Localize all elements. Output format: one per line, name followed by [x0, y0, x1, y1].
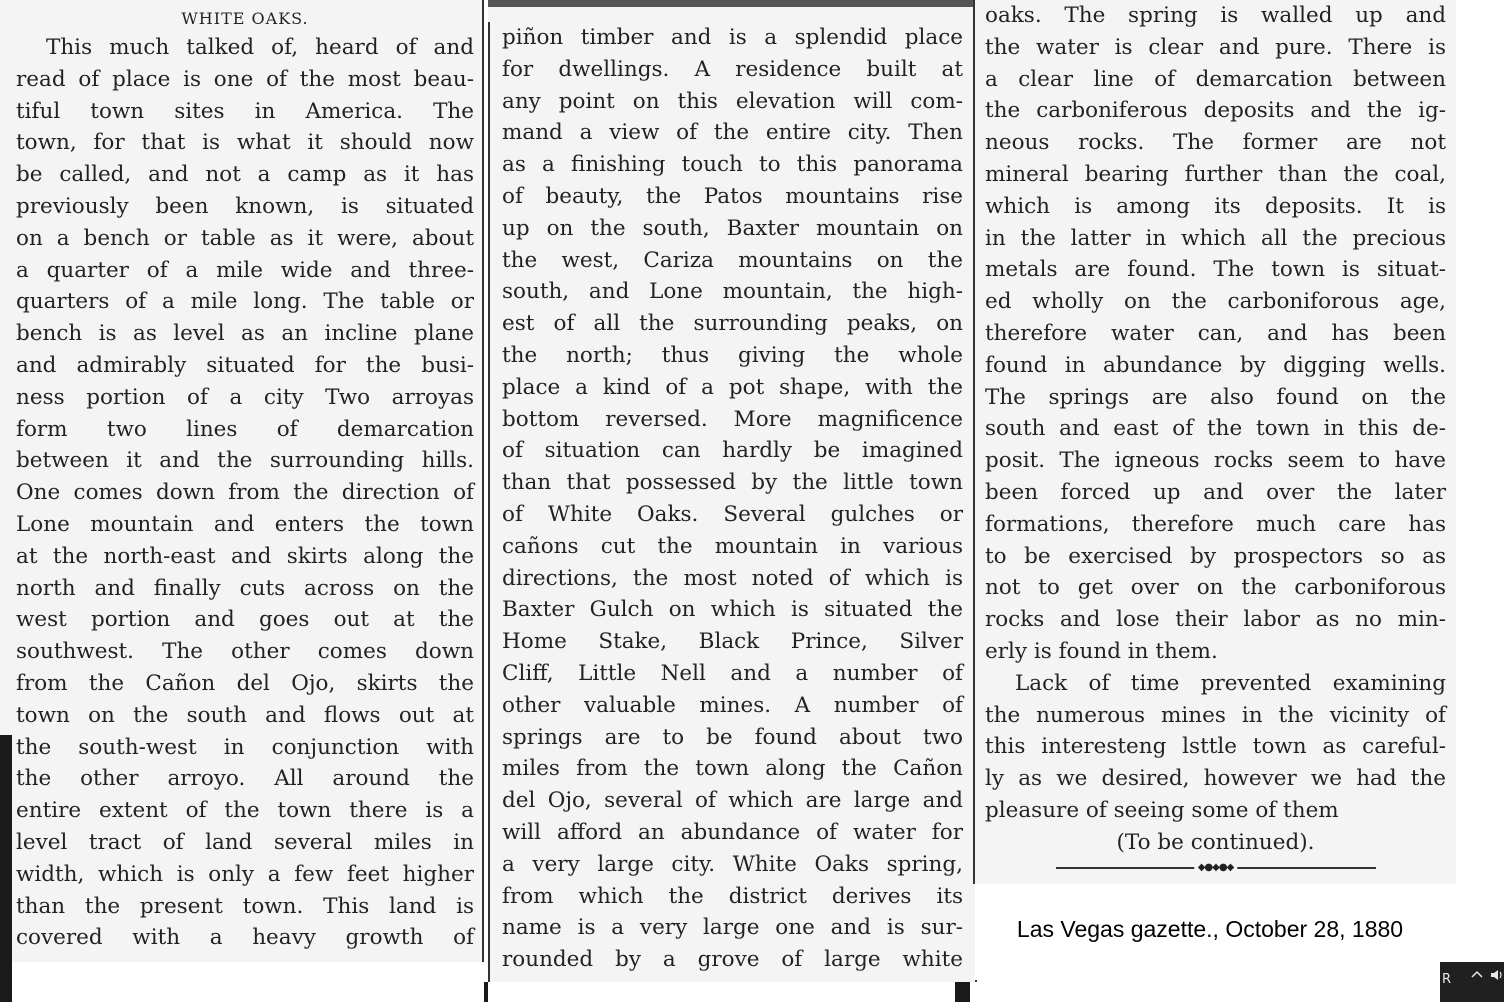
- text-line: quarters of a mile long. The table or: [16, 289, 474, 315]
- text-line: not to get over on the carboniforous: [985, 575, 1446, 601]
- text-line: up on the south, Baxter mountain on: [502, 215, 963, 241]
- text-line: Lone mountain and enters the town: [16, 511, 474, 537]
- text-line: width, which is only a few feet higher: [16, 861, 474, 887]
- text-line: ness portion of a city Two arroyas: [16, 384, 474, 410]
- text-line: directions, the most noted of which is: [502, 565, 963, 591]
- text-line: The springs are also found on the: [985, 384, 1446, 410]
- source-caption: Las Vegas gazette., October 28, 1880: [1016, 915, 1404, 942]
- ornamental-rule: [985, 859, 1446, 877]
- speaker-icon[interactable]: [1490, 968, 1504, 986]
- text-line: mineral bearing further than the coal,: [985, 161, 1446, 187]
- system-tray: [1440, 962, 1504, 1002]
- text-line: the numerous mines in the vicinity of: [985, 702, 1446, 728]
- text-line: del Ojo, several of which are large and: [502, 788, 963, 814]
- text-line: town on the south and flows out at: [16, 702, 474, 728]
- text-line: west portion and goes out at the: [16, 607, 474, 633]
- text-line: previously been known, is situated: [16, 193, 474, 219]
- text-line: a clear line of demarcation between: [985, 66, 1446, 92]
- text-line: the west, Cariza mountains on the: [502, 247, 963, 273]
- continued-notice: (To be continued).: [1116, 829, 1315, 855]
- text-line: will afford an abundance of water for: [502, 819, 963, 845]
- text-line: bottom reversed. More magnificence: [502, 406, 963, 432]
- text-line: ly as we desired, however we had the: [985, 766, 1446, 792]
- text-line: erly is found in them.: [985, 638, 1218, 664]
- text-line: entire extent of the town there is a: [16, 798, 474, 824]
- text-line: posit. The igneous rocks seem to have: [985, 448, 1446, 474]
- text-line: found in abundance by digging wells.: [985, 352, 1446, 378]
- text-line: rocks and lose their labor as no min-: [985, 607, 1446, 633]
- background-strip: [0, 962, 12, 1002]
- text-line: formations, therefore much care has: [985, 511, 1446, 537]
- text-line: est of all the surrounding peaks, on: [502, 311, 963, 337]
- text-line: therefore water can, and has been: [985, 320, 1446, 346]
- text-line: and admirably situated for the busi-: [16, 352, 474, 378]
- text-line: from which the district derives its: [502, 883, 963, 909]
- text-line: south and east of the town in this de-: [985, 416, 1446, 442]
- text-line: the carboniferous deposits and the ig-: [985, 98, 1446, 124]
- text-line: the north; thus giving the whole: [502, 342, 963, 368]
- text-line: south, and Lone mountain, the high-: [502, 279, 963, 305]
- text-line: covered with a heavy growth of: [16, 925, 474, 951]
- text-line: southwest. The other comes down: [16, 639, 474, 665]
- text-line: this interesteng lsttle town as careful-: [985, 734, 1446, 760]
- text-line: read of place is one of the most beau-: [16, 66, 474, 92]
- text-line: the south-west in conjunction with: [16, 734, 474, 760]
- text-line: as a finishing touch to this panorama: [502, 152, 963, 178]
- chevron-up-icon[interactable]: [1470, 968, 1484, 986]
- text-line: of White Oaks. Several gulches or: [502, 501, 963, 527]
- newspaper-column-3: [973, 0, 1456, 884]
- text-line: This much talked of, heard of and: [46, 35, 474, 60]
- text-line: to be exercised by prospectors so as: [985, 543, 1446, 569]
- text-line: Cliff, Little Nell and a number of: [502, 660, 963, 686]
- text-line: between it and the surrounding hills.: [16, 448, 474, 474]
- text-line: ed wholly on the carboniforous age,: [985, 289, 1446, 315]
- text-line: One comes down from the direction of: [16, 480, 474, 506]
- text-line: Lack of time prevented examining: [1015, 670, 1446, 696]
- text-line: form two lines of demarcation: [16, 416, 474, 442]
- text-line: metals are found. The town is situat-: [985, 257, 1446, 283]
- text-line: cañons cut the mountain in various: [502, 533, 963, 559]
- article-heading: WHITE OAKS.: [181, 9, 309, 28]
- text-line: on a bench or table as it were, about: [16, 225, 474, 251]
- text-line: be called, and not a camp as it has: [16, 162, 474, 188]
- background-strip: [484, 982, 488, 1002]
- text-line: town, for that is what it should now: [16, 130, 474, 156]
- text-line: a quarter of a mile wide and three-: [16, 257, 474, 283]
- text-line: north and finally cuts across on the: [16, 575, 474, 601]
- text-line: rounded by a grove of large white: [502, 947, 963, 973]
- text-line: than that possessed by the little town: [502, 470, 963, 496]
- text-line: in the latter in which all the precious: [985, 225, 1446, 251]
- text-line: miles from the town along the Cañon: [502, 756, 963, 782]
- text-line: than the present town. This land is: [16, 893, 474, 919]
- text-line: name is a very large one and is sur-: [502, 915, 963, 941]
- background-strip: [0, 735, 12, 962]
- text-line: from the Cañon del Ojo, skirts the: [16, 670, 474, 696]
- column-2-top-fragment: [488, 0, 977, 22]
- text-line: of beauty, the Patos mountains rise: [502, 183, 963, 209]
- text-line: oaks. The spring is walled up and: [985, 3, 1446, 28]
- text-line: springs are to be found about two: [502, 724, 963, 750]
- text-line: neous rocks. The former are not: [985, 130, 1446, 156]
- text-line: level tract of land several miles in: [16, 829, 474, 855]
- text-line: for dwellings. A residence built at: [502, 56, 963, 82]
- text-line: Baxter Gulch on which is situated the: [502, 597, 963, 623]
- caption-box: [975, 884, 1445, 980]
- text-line: tiful town sites in America. The: [16, 98, 474, 124]
- text-line: at the north-east and skirts along the: [16, 543, 474, 569]
- text-line: which is among its deposits. It is: [985, 193, 1446, 219]
- text-line: been forced up and over the later: [985, 479, 1446, 505]
- text-line: bench is as level as an incline plane: [16, 321, 474, 347]
- text-line: a very large city. White Oaks spring,: [502, 851, 963, 877]
- newspaper-column-2: [488, 22, 977, 982]
- text-line: any point on this elevation will com-: [502, 88, 963, 114]
- text-line: of situation can hardly be imagined: [502, 438, 963, 464]
- text-line: other valuable mines. A number of: [502, 692, 963, 718]
- text-line: place a kind of a pot shape, with the: [502, 374, 963, 400]
- text-line: Home Stake, Black Prince, Silver: [502, 629, 963, 655]
- text-line: mand a view of the entire city. Then: [502, 120, 963, 146]
- text-line: the water is clear and pure. There is: [985, 34, 1446, 60]
- text-line: pleasure of seeing some of them: [985, 797, 1339, 823]
- text-line: the other arroyo. All around the: [16, 766, 474, 792]
- background-strip: [955, 982, 970, 1002]
- newspaper-column-1: [0, 0, 484, 962]
- tray-label: R: [1442, 972, 1452, 987]
- text-line: piñon timber and is a splendid place: [502, 25, 963, 50]
- ornament-icon: ◆●◆●◆: [1194, 862, 1238, 873]
